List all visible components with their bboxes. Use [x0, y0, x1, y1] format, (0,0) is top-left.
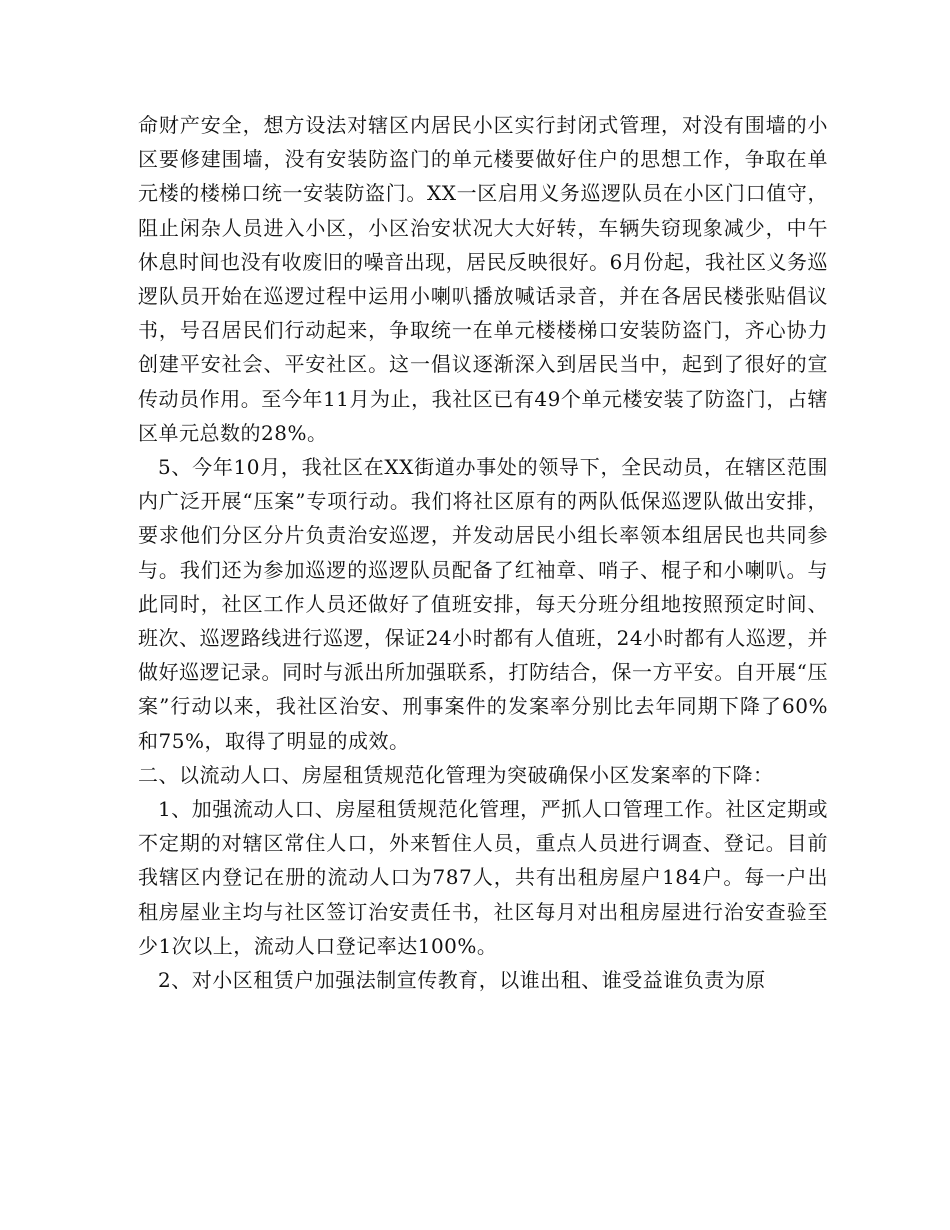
paragraph-item-2: 2、对小区租赁户加强法制宣传教育，以谁出租、谁受益谁负责为原 — [158, 968, 766, 993]
document-page — [138, 108, 828, 997]
paragraph-item-5: 5、今年10月，我社区在XX街道办事处的领导下，全民动员，在辖区范围内广泛开展“压案”专项行动。我们将社区原有的两队低保巡逻队做出安排，要求他们分区分片负责治安巡逻，并发动居民小组长率领本组居民也共同参与。我们还为参加巡逻的巡逻队员配备了红袖章、哨子、棍子和小喇叭。与此同时，社区工作人员还做好了值班安排，每天分班分组地按照预定时间、班次、巡逻路线进行巡逻，保证24小时都有人值班，24小时都有人巡逻，并做好巡逻记录。同时与派出所加强联系，打防结合，保一方平安。自开展“压案”行动以来，我社区治安、刑事案件的发案率分别比去年同期下降了60%和75%，取得了明显的成效。 — [138, 455, 828, 753]
paragraph-item-1: 1、加强流动人口、房屋租赁规范化管理，严抓人口管理工作。社区定期或不定期的对辖区常住人口，外来暂住人员，重点人员进行调查、登记。目前我辖区内登记在册的流动人口为787人，共有出租房屋户184户。每一户出租房屋业主均与社区签订治安责任书，社区每月对出租房屋进行治安查验至少1次以上，流动人口登记率达100%。 — [138, 797, 828, 958]
paragraph-continuation: 命财产安全，想方设法对辖区内居民小区实行封闭式管理，对没有围墙的小区要修建围墙，没有安装防盗门的单元楼要做好住户的思想工作，争取在单元楼的楼梯口统一安装防盗门。XX一区启用义务巡逻队员在小区门口值守，阻止闲杂人员进入小区，小区治安状况大大好转，车辆失窃现象减少，中午休息时间也没有收废旧的噪音出现，居民反映很好。6月份起，我社区义务巡逻队员开始在巡逻过程中运用小喇叭播放喊话录音，并在各居民楼张贴倡议书，号召居民们行动起来，争取统一在单元楼楼梯口安装防盗门，齐心协力创建平安社会、平安社区。这一倡议逐渐深入到居民当中，起到了很好的宣传动员作用。至今年11月为止，我社区已有49个单元楼安装了防盗门，占辖区单元总数的28%。 — [138, 113, 828, 445]
section-heading-2: 二、以流动人口、房屋租赁规范化管理为突破确保小区发案率的下降： — [138, 762, 774, 787]
